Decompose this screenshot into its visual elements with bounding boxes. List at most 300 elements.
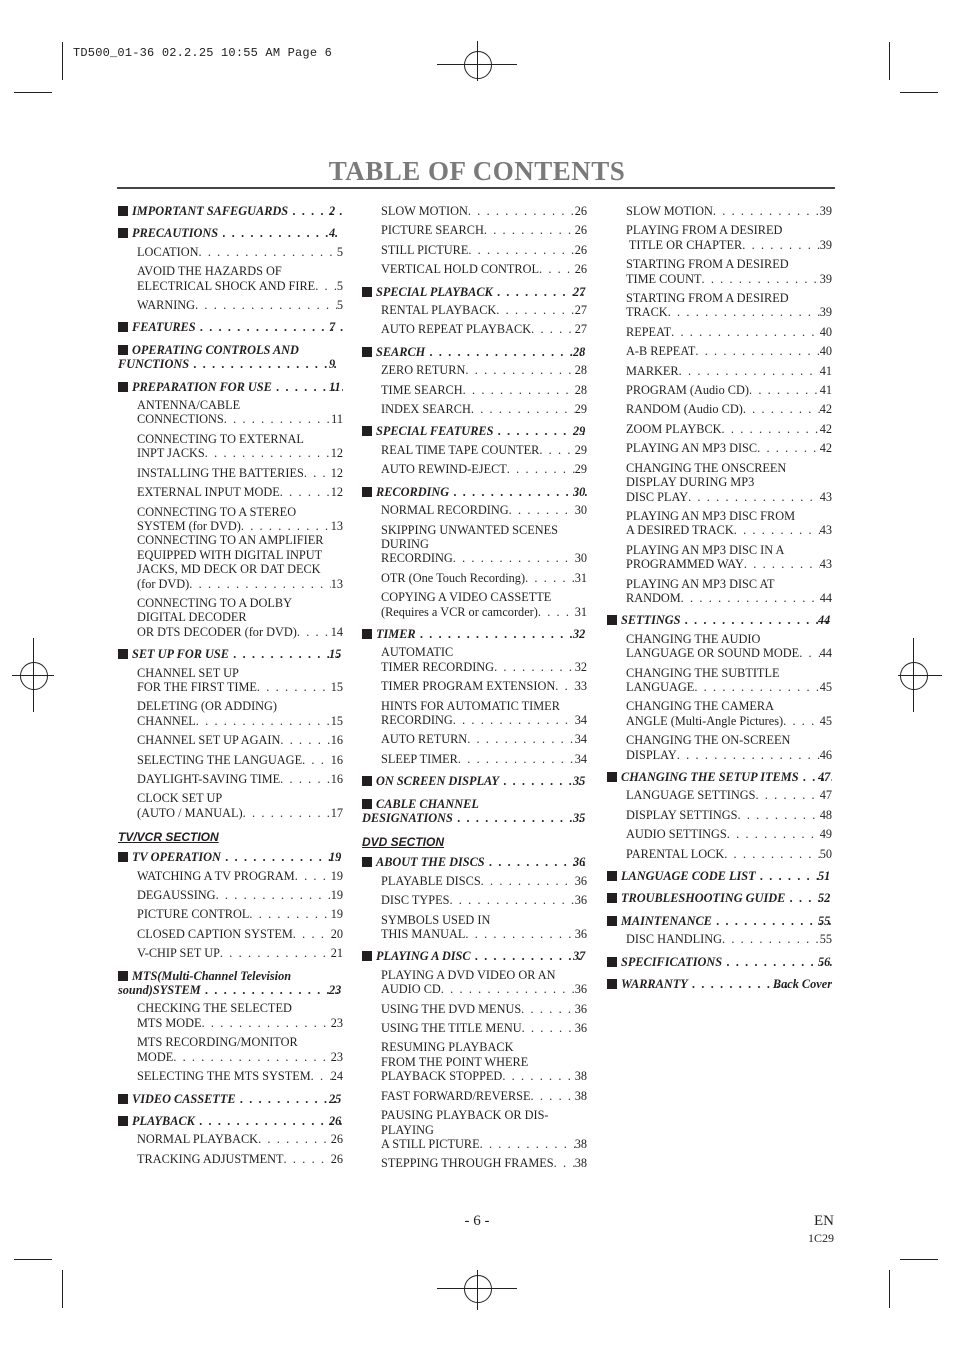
toc-entry-text: AUTO REWIND-EJECT [381, 462, 507, 477]
toc-item-entry[interactable] [118, 432, 343, 461]
toc-item-entry[interactable] [607, 441, 832, 455]
toc-item-entry[interactable] [362, 1002, 587, 1016]
toc-entry-line: VIDEO CASSETTE . . . 25 [132, 1092, 343, 1106]
toc-page-number: 16 [330, 752, 343, 767]
toc-entry-text: DISC TYPES [381, 893, 450, 908]
toc-section-entry[interactable] [607, 613, 832, 627]
toc-item-entry[interactable] [362, 523, 587, 566]
toc-page-number: 5 [336, 278, 343, 293]
toc-page-number: 44 [819, 646, 832, 661]
toc-entry-line [137, 577, 343, 591]
toc-entry-line [137, 519, 343, 533]
dot-leader [236, 1092, 343, 1106]
toc-entry-text: REAL TIME TAPE COUNTER [381, 442, 540, 457]
toc-entry-line: DESIGNATIONS . . . 35 [376, 811, 587, 825]
toc-section-entry[interactable] [118, 204, 343, 218]
toc-item-entry[interactable] [607, 847, 832, 861]
toc-item-entry[interactable] [607, 257, 832, 286]
toc-section-entry[interactable] [362, 345, 587, 359]
dot-leader [293, 927, 331, 941]
toc-entry-line [626, 523, 832, 537]
toc-entry-text: SELECTING THE MTS SYSTEM [137, 1069, 311, 1084]
toc-entry-line [381, 462, 587, 476]
toc-entry-line [381, 223, 587, 237]
toc-page-number: 40 [819, 344, 832, 359]
toc-item-entry[interactable] [607, 422, 832, 436]
toc-page-number: 43 [819, 523, 832, 538]
toc-entry-text: DELETING (OR ADDING) [137, 699, 278, 714]
dot-leader [280, 485, 331, 499]
toc-item-entry[interactable] [607, 666, 832, 695]
toc-page-number: 31 [574, 604, 587, 619]
toc-entry-text: DESIGNATIONS [362, 811, 453, 825]
toc-section-entry[interactable] [362, 855, 587, 869]
toc-entry-line [137, 298, 343, 312]
toc-entry-line [381, 1069, 587, 1083]
toc-entry-text: JACKS, MD DECK OR DAT DECK [137, 562, 321, 577]
toc-entry-text: TRACK [626, 305, 668, 320]
toc-item-entry[interactable] [607, 364, 832, 378]
dot-leader [522, 1021, 575, 1035]
dot-leader [680, 613, 832, 627]
dot-leader [480, 1137, 575, 1151]
toc-entry-line [626, 847, 832, 861]
toc-item-entry[interactable] [118, 264, 343, 293]
toc-section-entry[interactable] [362, 797, 587, 826]
toc-item-entry[interactable] [362, 462, 587, 476]
toc-item-entry[interactable] [362, 874, 587, 888]
dot-leader [449, 485, 587, 499]
toc-item-entry[interactable] [362, 645, 587, 674]
toc-item-entry[interactable] [607, 932, 832, 946]
toc-entry-text: PROGRAM (Audio CD) [626, 383, 749, 398]
toc-section-entry[interactable] [118, 320, 343, 334]
toc-entry-text: CHANGING THE CAMERA [626, 699, 775, 714]
toc-page-number: 29 [574, 442, 587, 457]
toc-entry-text: RANDOM [626, 590, 681, 605]
toc-page-number: 39 [819, 204, 832, 218]
toc-page-number: Back Cover [772, 977, 832, 992]
section-subheading: DVD SECTION [362, 835, 445, 850]
dot-leader [496, 303, 574, 317]
toc-item-entry[interactable] [362, 503, 587, 517]
crop-mark [14, 1259, 52, 1260]
dot-leader [302, 753, 331, 767]
toc-item-entry[interactable] [607, 733, 832, 762]
dot-leader [295, 869, 331, 883]
toc-page-number: 5 [336, 298, 343, 313]
toc-entry-line [137, 625, 343, 639]
dot-leader [218, 226, 343, 240]
toc-entry-text: PLAYBACK [132, 1113, 195, 1128]
toc-item-entry[interactable] [607, 344, 832, 358]
dot-leader [198, 245, 336, 259]
toc-section-entry[interactable] [118, 1114, 343, 1128]
toc-item-entry[interactable] [607, 543, 832, 572]
toc-section-entry[interactable] [118, 226, 343, 240]
dot-leader [221, 850, 343, 864]
dot-leader [554, 1156, 575, 1170]
toc-entry-line [381, 551, 587, 565]
toc-entry-text: DEGAUSSING [137, 888, 216, 903]
toc-item-entry[interactable] [362, 893, 587, 907]
toc-item-entry[interactable] [118, 1035, 343, 1064]
dot-leader [671, 325, 820, 339]
toc-entry-line [381, 363, 587, 377]
toc-item-entry[interactable] [362, 590, 587, 619]
toc-entry-line [137, 412, 343, 426]
dot-leader [280, 772, 331, 786]
toc-entry-text: CONNECTING TO AN AMPLIFIER [137, 533, 324, 548]
toc-entry-text: CHANNEL SET UP AGAIN [137, 733, 281, 748]
toc-item-entry[interactable] [362, 303, 587, 317]
toc-entry-line [137, 772, 343, 786]
toc-entry-text: ABOUT THE DISCS [376, 855, 485, 870]
toc-entry-text: AUTO RETURN [381, 732, 468, 747]
toc-item-entry[interactable] [607, 788, 832, 802]
dot-leader [189, 357, 343, 371]
toc-item-entry[interactable] [362, 732, 587, 746]
dot-leader [701, 272, 819, 286]
toc-item-entry[interactable] [362, 262, 587, 276]
section-subheading: TV/VCR SECTION [118, 830, 219, 845]
toc-item-entry[interactable] [118, 1001, 343, 1030]
toc-item-entry[interactable] [118, 1152, 343, 1166]
toc-entry-text: MTS RECORDING/MONITOR [137, 1035, 298, 1050]
toc-item-entry[interactable] [118, 466, 343, 480]
toc-section-entry[interactable] [362, 424, 587, 438]
toc-item-entry[interactable] [118, 791, 343, 820]
toc-entry-text: CHECKING THE SELECTED [137, 1001, 292, 1016]
toc-entry-line [137, 1016, 343, 1030]
toc-item-entry[interactable] [607, 632, 832, 661]
dot-leader [481, 874, 575, 888]
toc-entry-line: RECORDING . . . 30 [376, 485, 587, 499]
toc-entry-line [626, 402, 832, 416]
square-bullet-icon [607, 957, 617, 967]
toc-entry-text: IMPORTANT SAFEGUARDS [132, 204, 289, 218]
dot-leader [724, 847, 820, 861]
toc-entry-text: A STILL PICTURE [381, 1136, 480, 1151]
toc-entry-line [381, 503, 587, 517]
toc-item-entry[interactable] [118, 753, 343, 767]
toc-entry-line [626, 490, 832, 504]
toc-page-number: 27 [574, 303, 587, 318]
toc-item-entry[interactable] [118, 733, 343, 747]
dot-leader [453, 551, 575, 565]
dot-leader [742, 238, 819, 252]
toc-entry-text: FOR THE FIRST TIME [137, 679, 257, 694]
toc-entry-line [626, 680, 832, 694]
toc-item-entry[interactable] [607, 827, 832, 841]
toc-section-entry[interactable] [607, 891, 832, 905]
toc-item-entry[interactable] [362, 1040, 587, 1083]
toc-item-entry[interactable] [607, 383, 832, 397]
toc-column-2 [362, 204, 587, 1171]
dot-leader [220, 946, 331, 960]
language-code: EN [814, 1213, 834, 1229]
toc-entry-line [381, 713, 587, 727]
toc-entry-text: INSTALLING THE BATTERIES [137, 465, 304, 480]
toc-item-entry[interactable] [362, 679, 587, 693]
toc-entry-line [626, 204, 832, 218]
toc-item-entry[interactable] [118, 398, 343, 427]
toc-item-entry[interactable] [607, 699, 832, 728]
toc-entry-text: SET UP FOR USE [132, 647, 229, 662]
toc-item-entry[interactable] [607, 291, 832, 320]
square-bullet-icon [118, 345, 128, 355]
toc-page-number: 33 [574, 679, 587, 694]
toc-section-entry[interactable] [362, 774, 587, 788]
toc-page-number: 23 [330, 1015, 343, 1030]
toc-item-entry[interactable] [118, 946, 343, 960]
square-bullet-icon [362, 426, 372, 436]
toc-section-entry[interactable] [118, 380, 343, 394]
toc-entry-text: LOCATION [137, 244, 199, 259]
toc-entry-text: NORMAL PLAYBACK [137, 1132, 259, 1147]
toc-entry-text: THIS MANUAL [381, 927, 466, 942]
toc-entry-line: PLAYBACK . . . 26 [132, 1114, 343, 1128]
toc-entry-text: REPEAT [626, 324, 672, 339]
dot-leader [224, 412, 331, 426]
toc-section-entry[interactable] [118, 850, 343, 864]
toc-item-entry[interactable] [118, 869, 343, 883]
toc-entry-text: MODE [137, 1049, 174, 1064]
toc-page-number: 11 [331, 412, 343, 427]
dot-leader [257, 680, 331, 694]
toc-page-number: 20 [330, 926, 343, 941]
toc-page-number: 26 [574, 262, 587, 277]
dot-leader [453, 713, 575, 727]
toc-item-entry[interactable] [607, 808, 832, 822]
dot-leader [749, 383, 820, 397]
toc-entry-line: MAINTENANCE . . . 55 [621, 914, 832, 928]
toc-section-entry[interactable] [118, 969, 343, 998]
toc-entry-line: TROUBLESHOOTING GUIDE . . . 52 [621, 891, 832, 905]
toc-entry-text: FROM THE POINT WHERE [381, 1054, 529, 1069]
toc-item-entry[interactable] [362, 752, 587, 766]
toc-page-number: 28 [574, 382, 587, 397]
toc-section-entry[interactable] [362, 485, 587, 499]
toc-item-entry[interactable] [118, 1069, 343, 1083]
toc-page-number: 12 [330, 485, 343, 500]
toc-item-entry[interactable] [362, 383, 587, 397]
toc-entry-line [626, 325, 832, 339]
toc-section-entry[interactable] [607, 977, 832, 991]
dot-leader [258, 1132, 331, 1146]
toc-entry-text: MARKER [626, 363, 679, 378]
toc-entry-text: PLAYING A DISC [376, 949, 471, 964]
toc-entry-text: STARTING FROM A DESIRED [626, 291, 789, 306]
square-bullet-icon [118, 322, 128, 332]
toc-entry-line [381, 1021, 587, 1035]
toc-item-entry[interactable] [118, 666, 343, 695]
toc-item-entry[interactable] [362, 243, 587, 257]
toc-section-entry[interactable] [607, 869, 832, 883]
toc-page-number: 26 [574, 242, 587, 257]
toc-entry-line [626, 646, 832, 660]
toc-item-entry[interactable] [362, 1156, 587, 1170]
toc-page-number: 40 [819, 324, 832, 339]
toc-entry-line [626, 748, 832, 762]
toc-item-entry[interactable] [362, 968, 587, 997]
toc-column-3 [607, 204, 832, 991]
toc-item-entry[interactable] [362, 571, 587, 585]
toc-entry-text: CHANGING THE ONSCREEN [626, 460, 787, 475]
toc-page-number: 41 [819, 363, 832, 378]
toc-section-entry[interactable] [607, 914, 832, 928]
toc-entry-text: LANGUAGE SETTINGS [626, 788, 756, 803]
toc-entry-text: sound)SYSTEM [118, 983, 201, 998]
toc-entry-line: ABOUT THE DISCS . . . 36 [376, 855, 587, 869]
toc-item-entry[interactable] [118, 888, 343, 902]
toc-item-entry[interactable] [607, 223, 832, 252]
dot-leader [755, 788, 819, 802]
toc-section-entry[interactable] [118, 1092, 343, 1106]
toc-section-entry[interactable] [362, 285, 587, 299]
toc-item-entry[interactable] [118, 596, 343, 639]
toc-item-entry[interactable] [362, 1021, 587, 1035]
toc-item-entry[interactable] [118, 1132, 343, 1146]
toc-entry-line: SPECIAL PLAYBACK . . . 27 [376, 285, 587, 299]
toc-item-entry[interactable] [362, 363, 587, 377]
toc-entry-line [137, 806, 343, 820]
toc-entry-line: SPECIAL FEATURES . . . 29 [376, 424, 587, 438]
toc-entry-text: (for DVD) [137, 576, 190, 591]
toc-entry-text: RANDOM (Audio CD) [626, 402, 743, 417]
toc-entry-text: CHANGING THE AUDIO [626, 631, 761, 646]
toc-page-number: 26 [574, 223, 587, 238]
toc-entry-line [137, 245, 343, 259]
toc-entry-text: DISPLAY SETTINGS [626, 807, 738, 822]
toc-item-entry[interactable] [118, 907, 343, 921]
toc-section-entry[interactable] [362, 627, 587, 641]
toc-entry-text: (Requires a VCR or camcorder) [381, 604, 538, 619]
toc-page-number: 36 [574, 893, 587, 908]
dot-leader [694, 680, 819, 694]
toc-section-entry[interactable] [118, 343, 343, 372]
toc-entry-text: SLOW MOTION [626, 204, 713, 218]
toc-entry-text: PLAYING AN MP3 DISC FROM [626, 508, 796, 523]
dot-leader [722, 955, 832, 969]
toc-item-entry[interactable] [118, 485, 343, 499]
toc-item-entry[interactable] [118, 245, 343, 259]
dot-leader [688, 490, 820, 504]
dot-leader [727, 827, 820, 841]
toc-item-entry[interactable] [607, 204, 832, 218]
square-bullet-icon [118, 971, 128, 981]
toc-entry-text: SPECIFICATIONS [621, 954, 723, 969]
square-bullet-icon [607, 916, 617, 926]
toc-entry-text: PARENTAL LOCK [626, 846, 725, 861]
toc-entry-line: FUNCTIONS . . . 9 [132, 357, 343, 371]
toc-entry-line: CHANGING THE SETUP ITEMS . . . 47 [621, 770, 832, 784]
toc-item-entry[interactable] [118, 533, 343, 591]
toc-page-number: 34 [574, 712, 587, 727]
toc-item-entry[interactable] [362, 1108, 587, 1151]
toc-item-entry[interactable] [118, 699, 343, 728]
toc-entry-text: TITLE OR CHAPTER [626, 237, 743, 252]
toc-entry-line [626, 591, 832, 605]
toc-page-number: 42 [819, 402, 832, 417]
toc-entry-text: ZOOM PLAYBCK [626, 421, 722, 436]
square-bullet-icon [118, 852, 128, 862]
square-bullet-icon [607, 772, 617, 782]
toc-item-entry[interactable] [362, 443, 587, 457]
toc-page-number: 38 [574, 1136, 587, 1151]
toc-page-number: 36 [574, 873, 587, 888]
toc-page-number: 5 [336, 244, 343, 259]
toc-section-entry[interactable] [118, 647, 343, 661]
toc-item-entry[interactable] [362, 699, 587, 728]
toc-section-entry[interactable] [607, 955, 832, 969]
toc-page-number: 29 [574, 402, 587, 417]
toc-item-entry[interactable] [607, 461, 832, 504]
toc-item-entry[interactable] [118, 505, 343, 534]
toc-item-entry[interactable] [362, 223, 587, 237]
toc-item-entry[interactable] [118, 298, 343, 312]
toc-entry-text: OTR (One Touch Recording) [381, 570, 526, 585]
dot-leader [525, 571, 575, 585]
toc-page-number: 39 [819, 271, 832, 286]
toc-entry-text: SYMBOLS USED IN [381, 912, 491, 927]
toc-entry-text: PICTURE SEARCH [381, 223, 484, 238]
print-slug: TD500_01-36 02.2.25 10:55 AM Page 6 [73, 46, 333, 60]
toc-entry-text: EQUIPPED WITH DIGITAL INPUT [137, 547, 323, 562]
toc-item-entry[interactable] [118, 772, 343, 786]
toc-entry-line [137, 446, 343, 460]
toc-item-entry[interactable] [607, 509, 832, 538]
toc-item-entry[interactable] [362, 204, 587, 218]
toc-item-entry[interactable] [607, 325, 832, 339]
toc-item-entry[interactable] [362, 913, 587, 942]
toc-entry-text: VERTICAL HOLD CONTROL [381, 262, 539, 277]
toc-entry-line [381, 243, 587, 257]
toc-page-number: 12 [330, 465, 343, 480]
toc-item-entry[interactable] [607, 402, 832, 416]
toc-item-entry[interactable] [362, 402, 587, 416]
toc-item-entry[interactable] [607, 577, 832, 606]
square-bullet-icon [118, 1116, 128, 1126]
toc-entry-line [626, 788, 832, 802]
toc-entry-text: PLAYING AN MP3 DISC AT [626, 576, 775, 591]
toc-entry-text: V-CHIP SET UP [137, 946, 220, 961]
toc-item-entry[interactable] [118, 927, 343, 941]
toc-entry-line [621, 977, 832, 991]
toc-entry-text: RENTAL PLAYBACK [381, 303, 497, 318]
page-number: - 6 - [464, 1213, 490, 1229]
toc-item-entry[interactable] [362, 1089, 587, 1103]
toc-entry-text: CLOCK SET UP [137, 791, 223, 806]
toc-entry-line [381, 874, 587, 888]
dot-leader [555, 679, 574, 693]
toc-entry-text: ANGLE (Multi-Angle Pictures) [626, 713, 784, 728]
dot-leader [677, 748, 820, 762]
toc-entry-text: SPECIAL FEATURES [376, 424, 494, 439]
toc-entry-text: TIMER PROGRAM EXTENSION [381, 679, 556, 694]
toc-entry-text: CLOSED CAPTION SYSTEM [137, 926, 293, 941]
toc-section-entry[interactable] [362, 949, 587, 963]
toc-page-number: 15 [330, 713, 343, 728]
toc-item-entry[interactable] [362, 322, 587, 336]
toc-entry-line [381, 443, 587, 457]
toc-page-number: 15 [330, 679, 343, 694]
toc-page-number: 50 [819, 846, 832, 861]
toc-entry-line [137, 485, 343, 499]
toc-page-number: 24 [330, 1069, 343, 1084]
dot-leader [737, 808, 819, 822]
toc-section-entry[interactable] [607, 770, 832, 784]
